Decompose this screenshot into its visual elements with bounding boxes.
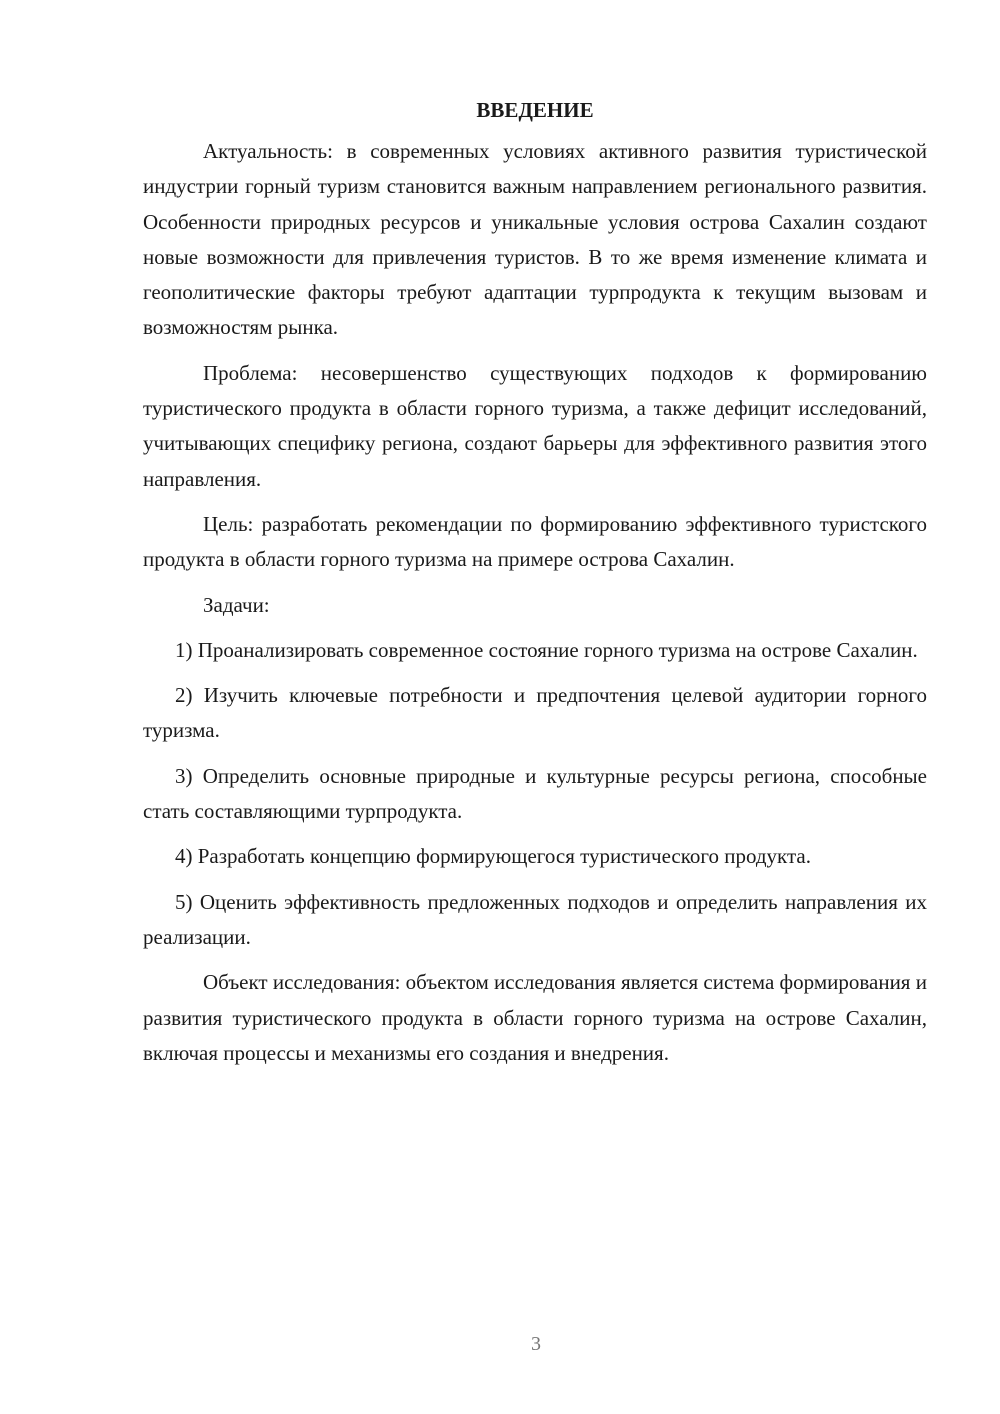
paragraph-problem: Проблема: несовершенство существующих подходов к формированию туристического продукта в области горного туризма, а также дефицит исследований, учитывающих специфику региона, создают барьеры для эффективного развития этого направления.	[143, 360, 927, 491]
task-item-1: 1) Проанализировать современное состояние горного туризма на острове Сахалин.	[175, 637, 918, 662]
task-item-3: 3) Определить основные природные и культурные ресурсы региона, способные стать составляющими турпродукта.	[143, 763, 927, 824]
document-page	[143, 93, 927, 1081]
task-item-2: 2) Изучить ключевые потребности и предпочтения целевой аудитории горного туризма.	[143, 683, 927, 743]
paragraph-goal: Цель: разработать рекомендации по формированию эффективного туристского продукта в области горного туризма на примере острова Сахалин.	[143, 511, 927, 572]
tasks-label: Задачи:	[203, 592, 270, 617]
paragraph-object: Объект исследования: объектом исследования является система формирования и развития туристического продукта в области горного туризма на острове Сахалин, включая процессы и механизмы его создания и внедрения.	[143, 970, 927, 1065]
paragraph-relevance: Актуальность: в современных условиях активного развития туристической индустрии горный туризм становится важным направлением регионального развития. Особенности природных ресурсов и уникальные условия острова Сахалин создают новые возможности для привлечения туристов. В то же время изменение климата и геополитические факторы требуют адаптации турпродукта к текущим вызовам и возможностям рынка.	[143, 139, 927, 340]
page-number: 3	[531, 1333, 541, 1355]
task-item-4: 4) Разработать концепцию формирующегося туристического продукта.	[175, 844, 811, 869]
section-heading: ВВЕДЕНИЕ	[476, 98, 594, 122]
task-item-5: 5) Оценить эффективность предложенных подходов и определить направления их реализации.	[143, 889, 927, 949]
